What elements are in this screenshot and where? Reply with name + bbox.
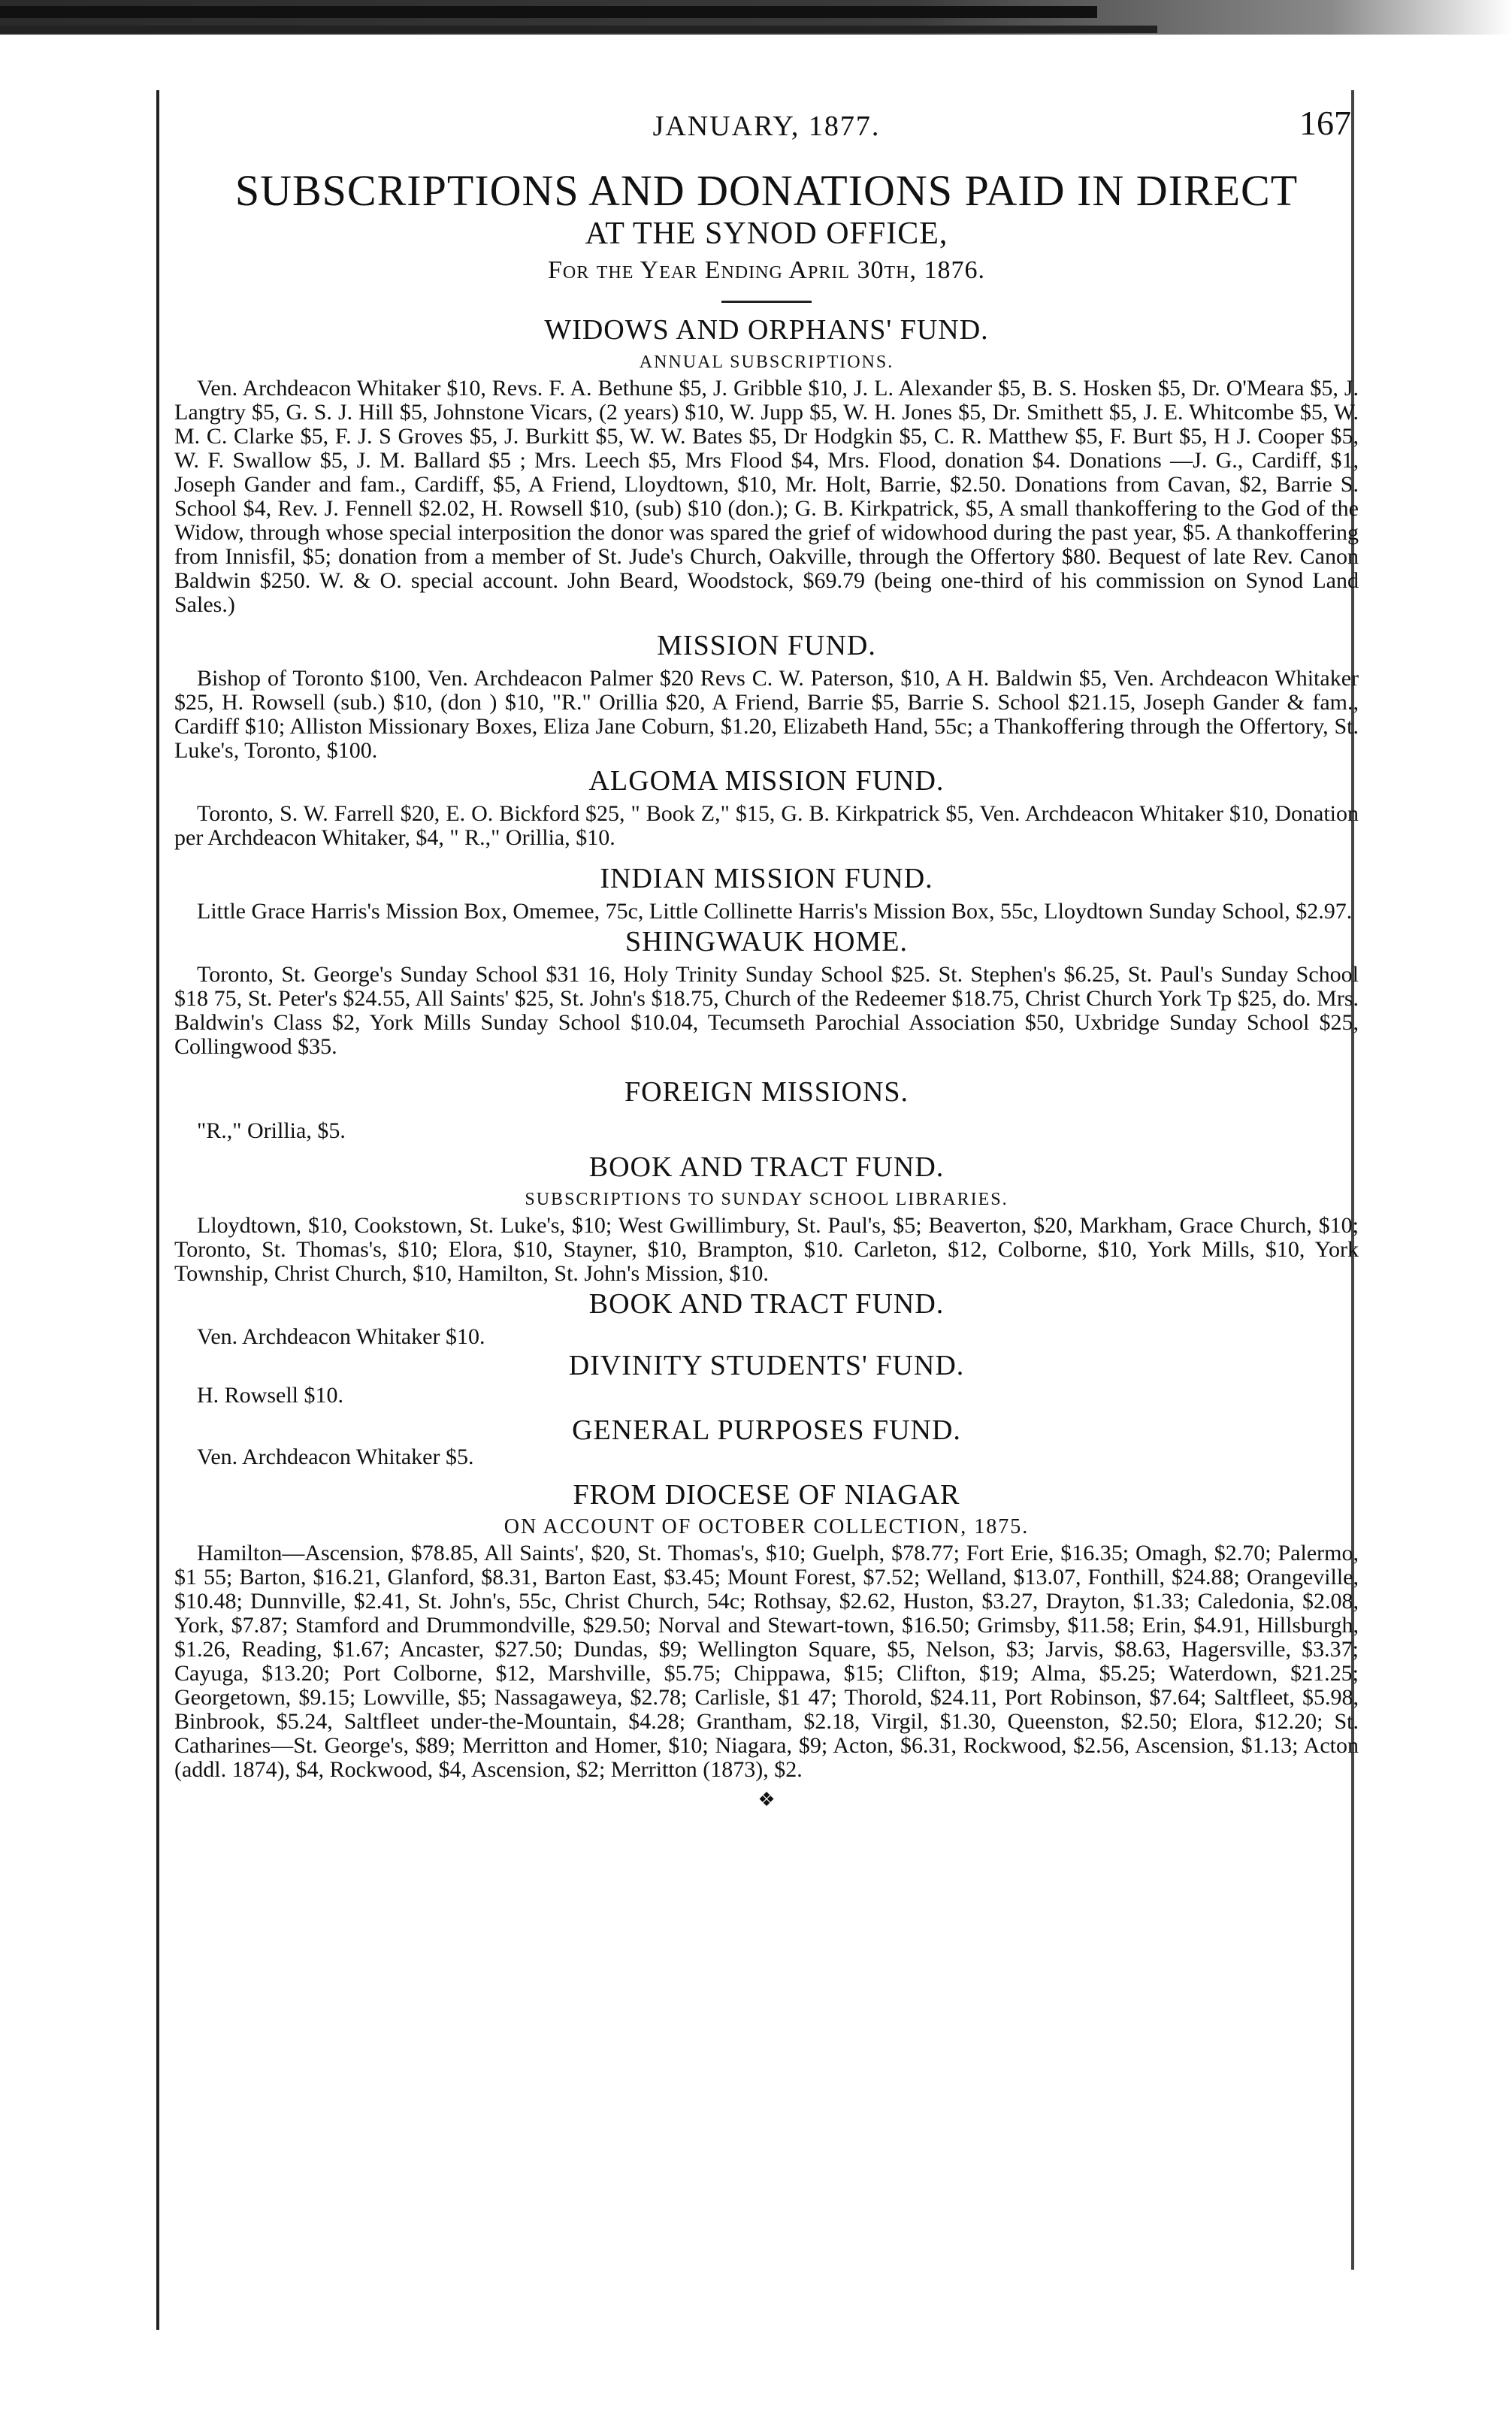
book-tract-entry-2: Ven. Archdeacon Whitaker $10. xyxy=(197,1324,485,1349)
widows-subheading: ANNUAL SUBSCRIPTIONS. xyxy=(639,352,894,372)
algoma-text: Toronto, S. W. Farrell $20, E. O. Bickford $25, " Book Z," $15, G. B. Kirkpatrick $5, Ven. Archdeacon Whitaker $10, Donation per Archdeacon Whitaker, $4, " R.," Orillia, $10. xyxy=(174,801,1359,850)
general-heading: GENERAL PURPOSES FUND. xyxy=(572,1414,961,1446)
widows-text: Ven. Archdeacon Whitaker $10, Revs. F. A. Bethune $5, J. Gribble $10, J. L. Alexander $5, B. S. Hosken $5, Dr. O'Meara $5, J. Langtry $5, G. S. J. Hill $5, Johnstone Vicars, (2 years) $10, W. Jupp $5, W. H. Jones $5, Dr. Smithett $5, J. E. Whitcombe $5, W. M. C. Clarke $5, F. J. S Groves $5, J. Burkitt $5, W. W. Bates $5, Dr Hodgkin $5, C. R. Matthew $5, F. Burt $5, H J. Cooper $5, W. F. Swallow $5, J. M. Ballard $5 ; Mrs. Leech $5, Mrs Flood $4, Mrs. Flood, donation $4. Donations —J. G., Cardiff, $1, Joseph Gander and fam., Cardiff, $5, A Friend, Lloydtown, $10, Mr. Holt, Barrie, $2.50. Donations from Cavan, $2, Barrie S. School $4, Rev. J. Fennell $2.02, H. Rowsell $10, (sub) $10 (don.); G. B. Kirkpatrick, $5, A small thankoffering to the God of the Widow, through whose special interposition the donor was spared the grief of widowhood during the past year, $5. A thankoffering from Innisfil, $5; donation from a member of St. Jude's Church, Oakville, through the Offertory $80. Bequest of late Rev. Canon Baldwin $250. W. & O. special account. John Beard, Woodstock, $69.79 (being one-third of his commission on Synod Land Sales.) xyxy=(174,376,1359,617)
indian-text: Little Grace Harris's Mission Box, Omemee, 75c, Little Collinette Harris's Mission Box, 55c, Lloydtown Sunday School, $2.97. xyxy=(197,899,1353,924)
page-title: SUBSCRIPTIONS AND DONATIONS PAID IN DIRECT xyxy=(234,166,1299,215)
page-header xyxy=(174,104,1359,159)
scan-top-line-lower xyxy=(0,26,1157,33)
algoma-heading: ALGOMA MISSION FUND. xyxy=(588,765,945,797)
scan-top-line xyxy=(0,6,1097,18)
page-border-left xyxy=(156,90,159,2330)
printer-mark-icon: ❖ xyxy=(758,1789,776,1810)
indian-heading: INDIAN MISSION FUND. xyxy=(600,863,933,894)
general-section xyxy=(174,1408,1359,1469)
book-tract-heading: BOOK AND TRACT FUND. xyxy=(588,1151,945,1183)
document-page xyxy=(174,104,1359,1812)
divinity-entry: H. Rowsell $10. xyxy=(197,1383,343,1408)
foreign-entry: "R.," Orillia, $5. xyxy=(197,1118,346,1143)
divinity-heading: DIVINITY STUDENTS' FUND. xyxy=(568,1350,965,1381)
foreign-heading: FOREIGN MISSIONS. xyxy=(624,1076,909,1108)
page-period: For the Year Ending April 30th, 1876. xyxy=(548,256,985,284)
mission-text: Bishop of Toronto $100, Ven. Archdeacon Palmer $20 Revs C. W. Paterson, $10, A H. Baldwin $5, Ven. Archdeacon Whitaker $25, H. Rowsell (sub.) $10, (don ) $10, "R." Orillia $20, A Friend, Barrie $5, Barrie S. School $21.15, Joseph Gander & fam., Cardiff $10; Alliston Missionary Boxes, Eliza Jane Coburn, $1.20, Elizabeth Hand, 55c; a Thankoffering through the Offertory, St. Luke's, Toronto, $100. xyxy=(174,666,1359,763)
shingwauk-heading: SHINGWAUK HOME. xyxy=(625,926,908,957)
header-date: JANUARY, 1877. xyxy=(652,110,881,142)
foreign-section xyxy=(174,1075,1359,1143)
niagara-heading: FROM DIOCESE OF NIAGAR xyxy=(573,1479,960,1511)
page-subtitle: AT THE SYNOD OFFICE, xyxy=(585,216,948,251)
scan-top-band xyxy=(0,0,1512,44)
divinity-section xyxy=(174,1349,1359,1408)
niagara-subheading: ON ACCOUNT OF OCTOBER COLLECTION, 1875. xyxy=(503,1515,1030,1538)
page-number: 167 xyxy=(1299,104,1351,142)
mission-heading: MISSION FUND. xyxy=(657,630,876,661)
widows-heading: WIDOWS AND ORPHANS' FUND. xyxy=(544,314,989,346)
general-entry: Ven. Archdeacon Whitaker $5. xyxy=(197,1444,474,1469)
book-tract-text: Lloydtown, $10, Cookstown, St. Luke's, $10; West Gwillimbury, St. Paul's, $5; Beaverton, $20, Markham, Grace Church, $10; Toronto, St. Thomas's, $10; Elora, $10, Stayner, $10, Brampton, $10. Carleton, $12, Colborne, $10, York Mills, $10, York Township, Christ Church, $10, Hamilton, St. John's Mission, $10. xyxy=(174,1213,1359,1286)
shingwauk-text: Toronto, St. George's Sunday School $31 16, Holy Trinity Sunday School $25. St. Stephen's $6.25, St. Paul's Sunday School $18 75, St. Peter's $24.55, All Saints' $25, St. John's $18.75, Church of the Redeemer $18.75, Christ Church York Tp $25, do. Mrs. Baldwin's Class $2, York Mills Sunday School $10.04, Tecumseth Parochial Association $50, Uxbridge Sunday School $25, Collingwood $35. xyxy=(174,962,1359,1059)
niagara-text: Hamilton—Ascension, $78.85, All Saints', $20, St. Thomas's, $10; Guelph, $78.77; Fort Erie, $16.35; Omagh, $2.70; Palermo, $1 55; Barton, $16.21, Glanford, $8.31, Barton East, $3.45; Mount Forest, $7.52; Welland, $13.07, Fonthill, $24.88; Orangeville, $10.48; Dunnville, $2.41, St. John's, 55c, Christ Church, 54c; Rothsay, $2.62, Huston, $3.27, Drayton, $1.33; Caledonia, $2.08, York, $7.87; Stamford and Drummondville, $29.50; Norval and Stewart-town, $16.50; Grimsby, $11.58; Erin, $4.91, Hillsburgh, $1.26, Reading, $1.67; Ancaster, $27.50; Dundas, $9; Wellington Square, $5, Nelson, $3; Jarvis, $8.63, Hagersville, $3.37; Cayuga, $13.20; Port Colborne, $12, Marshville, $5.75; Chippawa, $15; Clifton, $19; Alma, $5.25; Waterdown, $21.25; Georgetown, $9.15; Lowville, $5; Nassagaweya, $2.78; Carlisle, $1 47; Thorold, $24.11, Port Robinson, $7.64; Saltfleet, $5.98, Binbrook, $5.24, Saltfleet under-the-Mountain, $4.28; Grantham, $2.18, Virgil, $1.30, Queenston, $2.50; Elora, $12.20; St. Catharines—St. George's, $89; Merritton and Homer, $10; Niagara, $9; Acton, $6.31, Rockwood, $2.56, Ascension, $1.13; Acton (addl. 1874), $4, Rockwood, $4, Ascension, $2; Merritton (1873), $2. xyxy=(174,1541,1359,1782)
title-divider xyxy=(721,301,812,303)
book-tract-heading-2: BOOK AND TRACT FUND. xyxy=(588,1288,945,1320)
book-tract-subheading: SUBSCRIPTIONS TO SUNDAY SCHOOL LIBRARIES. xyxy=(525,1190,1009,1209)
